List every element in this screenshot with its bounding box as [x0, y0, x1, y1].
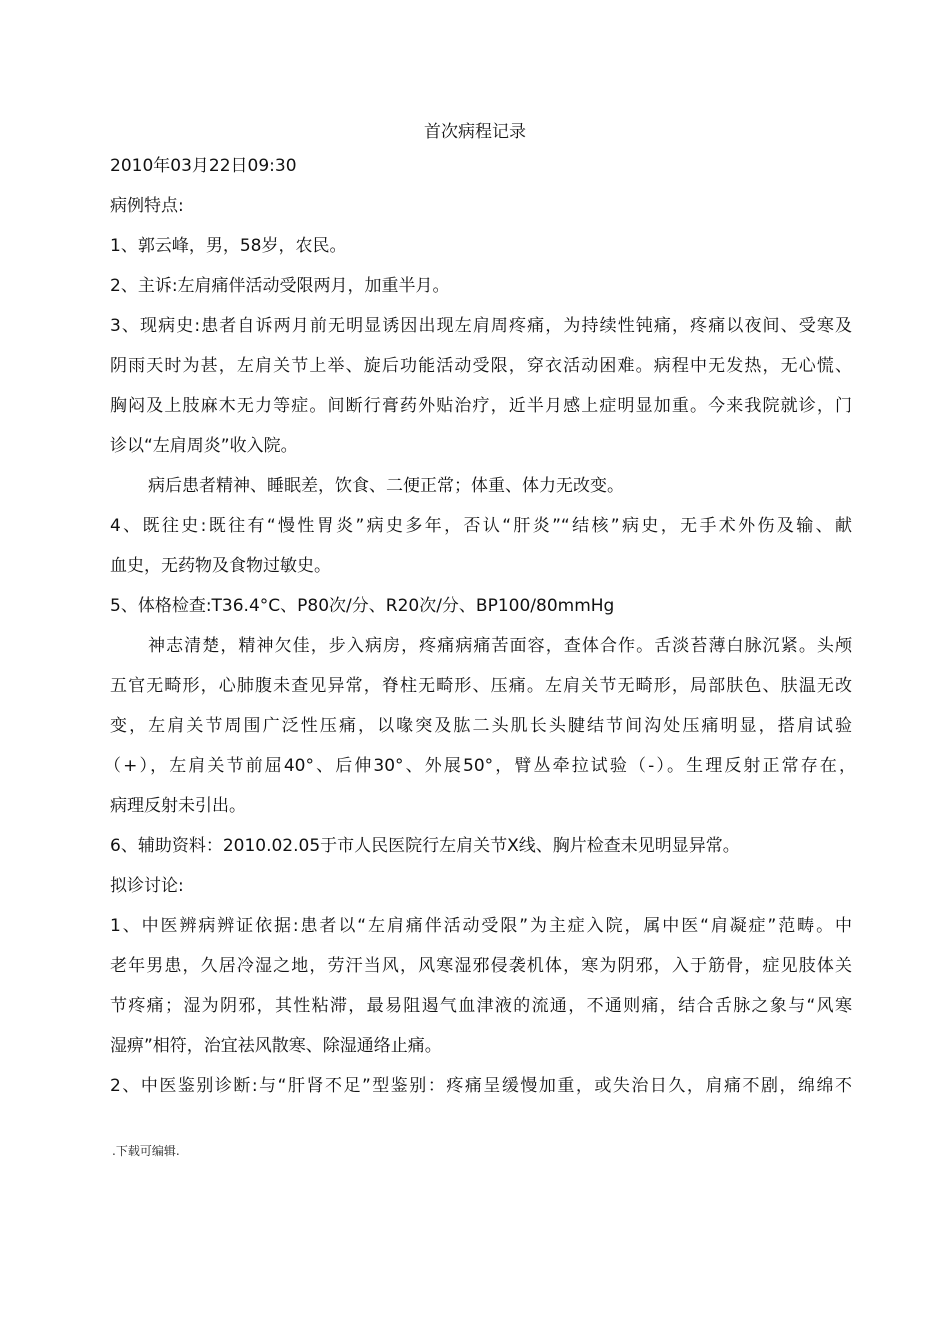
text-line: 节疼痛；湿为阴邪，其性粘滞，最易阻遏气血津液的流通，不通则痛，结合舌脉之象与“风寒 — [110, 996, 852, 1016]
section-heading-case-features: 病例特点: — [110, 196, 184, 216]
text-line: 五官无畸形，心肺腹未查见异常，脊柱无畸形、压痛。左肩关节无畸形，局部肤色、肤温无改 — [110, 676, 852, 696]
section-heading-diagnosis-discussion: 拟诊讨论: — [110, 876, 184, 896]
text-line: 湿痹”相符，治宜祛风散寒、除湿通络止痛。 — [110, 1036, 442, 1056]
text-line: 神志清楚，精神欠佳，步入病房，疼痛病痛苦面容，查体合作。舌淡苔薄白脉沉紧。头颅 — [148, 636, 852, 656]
text-line: 变，左肩关节周围广泛性压痛，以喙突及肱二头肌长头腱结节间沟处压痛明显，搭肩试验 — [110, 716, 852, 736]
text-line: 病后患者精神、睡眠差，饮食、二便正常；体重、体力无改变。 — [148, 476, 624, 496]
text-line: （+），左肩关节前屈40°、后伸30°、外展50°，臂丛牵拉试验（-）。生理反射正常存在， — [104, 756, 856, 776]
text-line: 老年男患，久居冷湿之地，劳汗当风，风寒湿邪侵袭机体，寒为阴邪，入于筋骨，症见肢体关 — [110, 956, 852, 976]
text-line: 1、中医辨病辨证依据:患者以“左肩痛伴活动受限”为主症入院，属中医“肩凝症”范畴。中 — [110, 916, 852, 936]
text-line: 4、既往史:既往有“慢性胃炎”病史多年，否认“肝炎”“结核”病史，无手术外伤及输、献 — [110, 516, 852, 536]
text-line: 5、体格检查:T36.4°C、P80次/分、R20次/分、BP100/80mmHg — [110, 596, 615, 616]
text-line: 病理反射未引出。 — [110, 796, 246, 816]
text-line: 6、辅助资料：2010.02.05于市人民医院行左肩关节X线、胸片检查未见明显异常。 — [110, 836, 740, 856]
text-line: 2、中医鉴别诊断:与“肝肾不足”型鉴别：疼痛呈缓慢加重，或失治日久，肩痛不剧，绵绵不 — [110, 1076, 852, 1096]
page-title: 首次病程记录 — [424, 122, 526, 142]
text-line: 3、现病史:患者自诉两月前无明显诱因出现左肩周疼痛，为持续性钝痛，疼痛以夜间、受寒及 — [110, 316, 852, 336]
text-line: 阴雨天时为甚，左肩关节上举、旋后功能活动受限，穿衣活动困难。病程中无发热，无心慌、 — [110, 356, 852, 376]
text-line: 诊以“左肩周炎”收入院。 — [110, 436, 298, 456]
text-line: 血史，无药物及食物过敏史。 — [110, 556, 331, 576]
text-line: 2、主诉:左肩痛伴活动受限两月，加重半月。 — [110, 276, 450, 296]
text-line: 1、郭云峰，男，58岁，农民。 — [110, 236, 347, 256]
page-footer: .下载可编辑. — [112, 1144, 180, 1158]
text-line: 胸闷及上肢麻木无力等症。间断行膏药外贴治疗，近半月感上症明显加重。今来我院就诊，门 — [110, 396, 852, 416]
record-datetime: 2010年03月22日09:30 — [110, 156, 297, 176]
